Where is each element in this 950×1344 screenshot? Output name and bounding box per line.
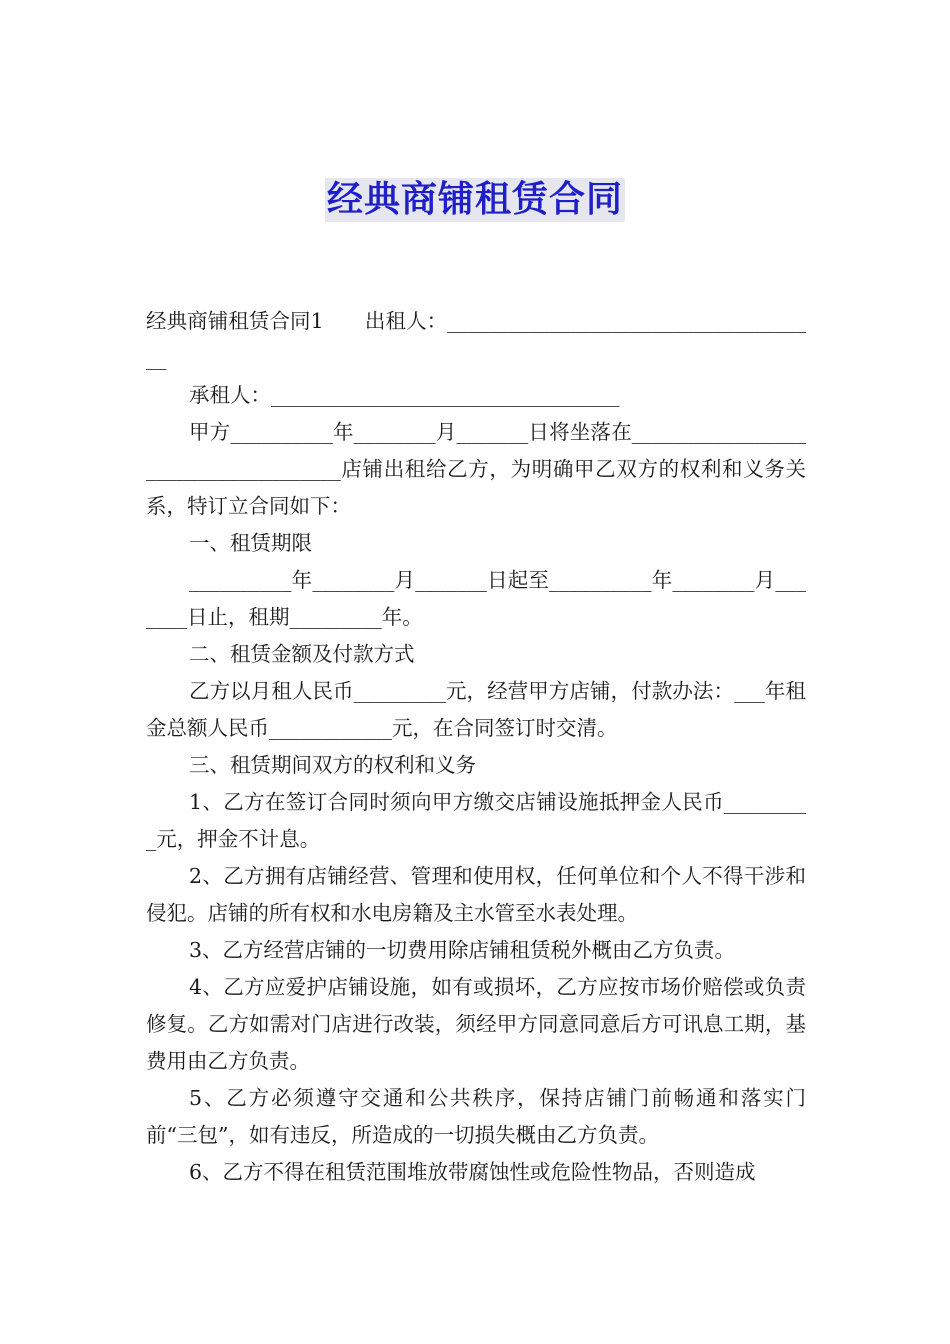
paragraph: 一、租赁期限 <box>189 531 312 555</box>
paragraph: __________年________月_______日起至__________年________月_______日止，租期_________年。 <box>146 568 806 629</box>
paragraph: 承租人：__________________________________ <box>189 383 620 407</box>
paragraph: 3、乙方经营店铺的一切费用除店铺租赁税外概由乙方负责。 <box>189 938 736 962</box>
paragraph: 4、乙方应爱护店铺设施，如有或损坏，乙方应按市场价赔偿或负责修复。乙方如需对门店进行改装，须经甲方同意同意后方可讯息工期，基费用由乙方负责。 <box>146 975 806 1073</box>
paragraph: 三、租赁期间双方的权利和义务 <box>189 753 476 777</box>
paragraph: 乙方以月租人民币_________元，经营甲方店铺，付款办法：___年租金总额人民币____________元，在合同签订时交清。 <box>146 679 806 740</box>
title-container <box>0 178 950 222</box>
document-body <box>146 303 806 1191</box>
paragraph: 二、租赁金额及付款方式 <box>189 642 415 666</box>
paragraph: 1、乙方在签订合同时须向甲方缴交店铺设施抵押金人民币_________元，押金不计息。 <box>146 790 806 851</box>
paragraph: 经典商铺租赁合同1 出租人：_____________________________________ <box>146 309 806 370</box>
paragraph: 甲方__________年________月_______日将坐落在____________________________________店铺出租给乙方，为明确甲乙双方的权利和义务关系，特订立合同如下： <box>146 420 806 518</box>
paragraph: 5、乙方必须遵守交通和公共秩序，保持店铺门前畅通和落实门前“三包”，如有违反，所造成的一切损失概由乙方负责。 <box>146 1086 806 1147</box>
document-title: 经典商铺租赁合同 <box>326 179 623 220</box>
paragraph: 6、乙方不得在租赁范围堆放带腐蚀性或危险性物品，否则造成 <box>189 1160 756 1184</box>
paragraph: 2、乙方拥有店铺经营、管理和使用权，任何单位和个人不得干涉和侵犯。店铺的所有权和水电房籍及主水管至水表处理。 <box>146 864 806 925</box>
